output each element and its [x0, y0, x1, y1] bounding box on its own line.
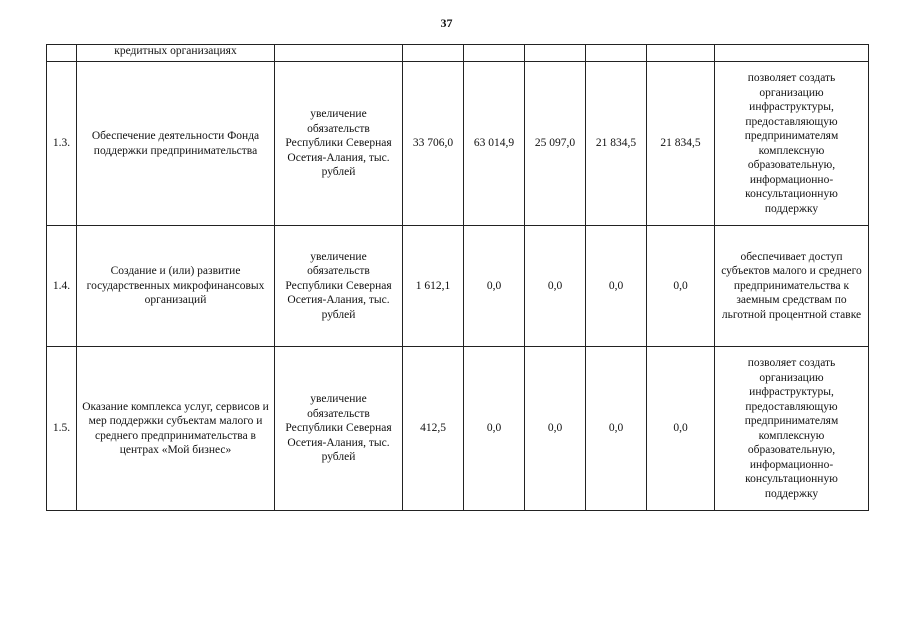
value-cell: 412,5	[403, 347, 464, 511]
value-cell: 0,0	[525, 226, 586, 347]
value-cell	[403, 45, 464, 62]
value-cell: 0,0	[525, 347, 586, 511]
note-cell: позволяет создать организацию инфраструктуры, предоставляющую предпринимателям комплексную образовательную, информационно-консультационную поддержку	[715, 347, 869, 511]
value-cell: 0,0	[464, 226, 525, 347]
index-cell: 1.5.	[47, 347, 77, 511]
value-cell: 33 706,0	[403, 62, 464, 226]
value-cell: 0,0	[586, 226, 647, 347]
indicator-cell	[275, 45, 403, 62]
note-cell: обеспечивает доступ субъектов малого и среднего предпринимательства к заемным средствам по льготной процентной ставке	[715, 226, 869, 347]
table-row	[47, 62, 869, 226]
measure-name-cell: Создание и (или) развитие государственных микрофинансовых организаций	[77, 226, 275, 347]
indicator-cell: увеличение обязательств Республики Северная Осетия-Алания, тыс. рублей	[275, 347, 403, 511]
note-cell: позволяет создать организацию инфраструктуры, предоставляющую предпринимателям комплексную образовательную, информационно-консультационную поддержку	[715, 62, 869, 226]
value-cell: 1 612,1	[403, 226, 464, 347]
value-cell: 0,0	[647, 226, 715, 347]
table-row	[47, 347, 869, 511]
value-cell	[647, 45, 715, 62]
measure-name-cell: Оказание комплекса услуг, сервисов и мер поддержки субъектам малого и среднего предпринимательства в центрах «Мой бизнес»	[77, 347, 275, 511]
value-cell	[525, 45, 586, 62]
indicator-cell: увеличение обязательств Республики Северная Осетия-Алания, тыс. рублей	[275, 62, 403, 226]
measures-table	[46, 44, 869, 511]
table-row-continuation	[47, 45, 869, 62]
value-cell: 25 097,0	[525, 62, 586, 226]
value-cell: 21 834,5	[586, 62, 647, 226]
value-cell	[586, 45, 647, 62]
value-cell: 21 834,5	[647, 62, 715, 226]
table-row	[47, 226, 869, 347]
value-cell: 0,0	[647, 347, 715, 511]
note-cell	[715, 45, 869, 62]
value-cell: 0,0	[464, 347, 525, 511]
value-cell: 0,0	[586, 347, 647, 511]
value-cell	[464, 45, 525, 62]
index-cell: 1.3.	[47, 62, 77, 226]
index-cell	[47, 45, 77, 62]
index-cell: 1.4.	[47, 226, 77, 347]
measure-name-cell: кредитных организациях	[77, 45, 275, 62]
measure-name-cell: Обеспечение деятельности Фонда поддержки предпринимательства	[77, 62, 275, 226]
indicator-cell: увеличение обязательств Республики Северная Осетия-Алания, тыс. рублей	[275, 226, 403, 347]
page-number: 37	[440, 16, 453, 30]
value-cell: 63 014,9	[464, 62, 525, 226]
